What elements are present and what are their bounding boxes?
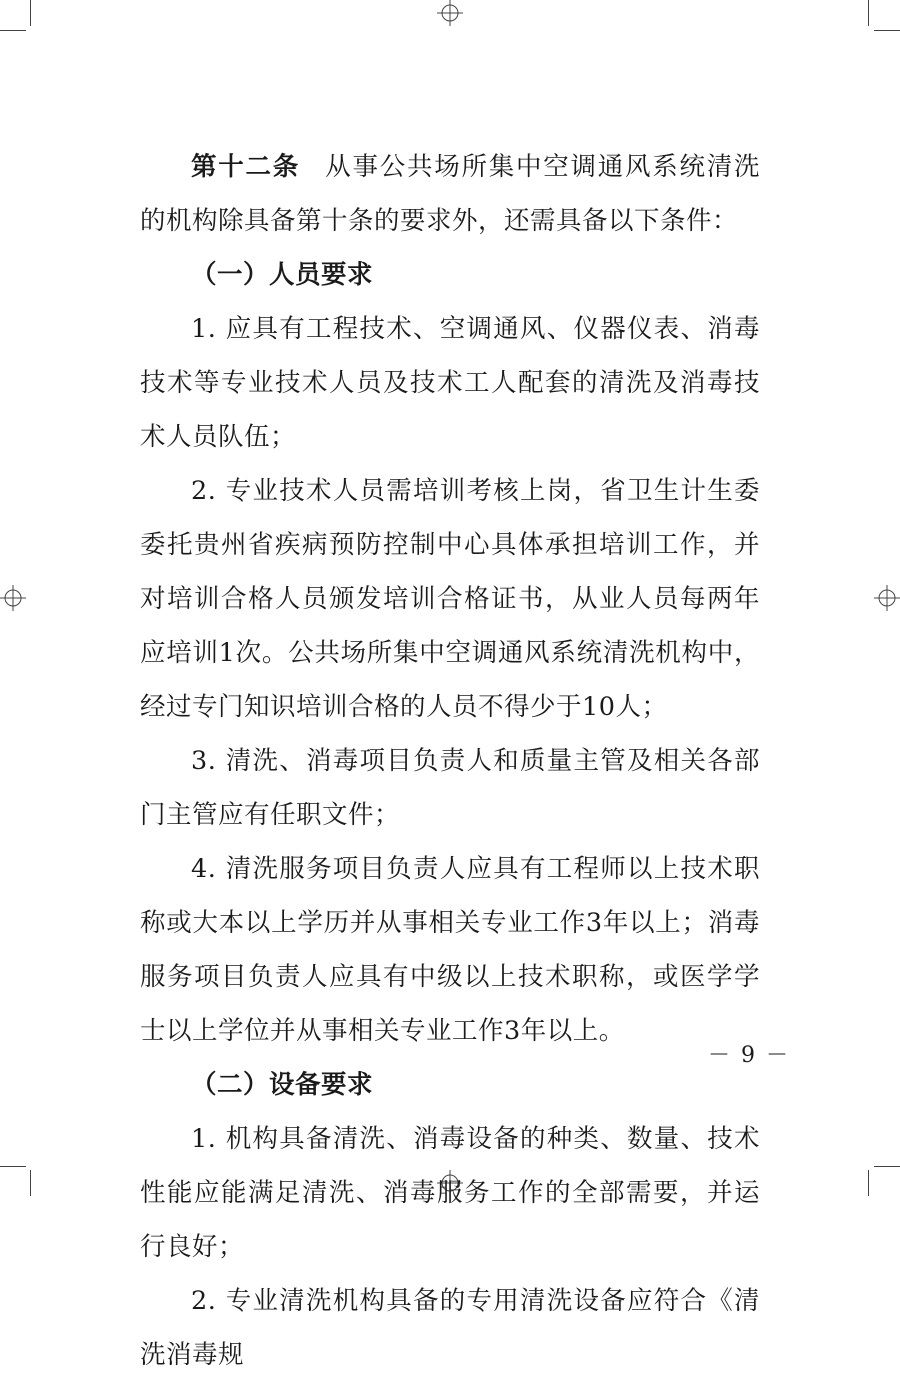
article-title: 第十二条 xyxy=(191,152,300,182)
crop-mark xyxy=(0,1166,26,1167)
crop-mark xyxy=(30,0,31,26)
list-item: 2. 专业清洗机构具备的专用清洗设备应符合《清洗消毒规 xyxy=(140,1286,760,1370)
list-item: 2. 专业技术人员需培训考核上岗，省卫生计生委委托贵州省疾病预防控制中心具体承担培训工作，并对培训合格人员颁发培训合格证书，从业人员每两年应培训1次。公共场所集中空调通风系统清洗机构中，经过专门知识培训合格的人员不得少于10人； xyxy=(140,476,760,722)
crop-mark xyxy=(30,1170,31,1196)
page-number: － 9 － xyxy=(708,1043,790,1068)
registration-mark-top xyxy=(437,0,463,26)
crop-mark xyxy=(874,1166,900,1167)
list-item: 1. 应具有工程技术、空调通风、仪器仪表、消毒技术等专业技术人员及技术工人配套的清洗及消毒技术人员队伍； xyxy=(140,314,760,452)
section-heading-equipment: （二）设备要求 xyxy=(191,1070,374,1100)
crop-mark xyxy=(868,0,869,26)
registration-mark-left xyxy=(0,585,26,611)
registration-mark-right xyxy=(874,585,900,611)
list-item: 3. 清洗、消毒项目负责人和质量主管及相关各部门主管应有任职文件； xyxy=(140,746,760,830)
crop-mark xyxy=(0,30,26,31)
crop-mark xyxy=(868,1170,869,1196)
crop-mark xyxy=(874,30,900,31)
section-heading-personnel: （一）人员要求 xyxy=(191,260,374,290)
list-item: 4. 清洗服务项目负责人应具有工程师以上技术职称或大本以上学历并从事相关专业工作3年以上；消毒服务项目负责人应具有中级以上技术职称，或医学学士以上学位并从事相关专业工作3年以上。 xyxy=(140,854,760,1046)
list-item: 1. 机构具备清洗、消毒设备的种类、数量、技术性能应能满足清洗、消毒服务工作的全部需要，并运行良好； xyxy=(140,1124,760,1262)
article-body: 从事公共场所集中空调通风系统清洗的机构除具备第十条的要求外，还需具备以下条件： xyxy=(140,152,760,236)
article-paragraph xyxy=(140,140,760,248)
